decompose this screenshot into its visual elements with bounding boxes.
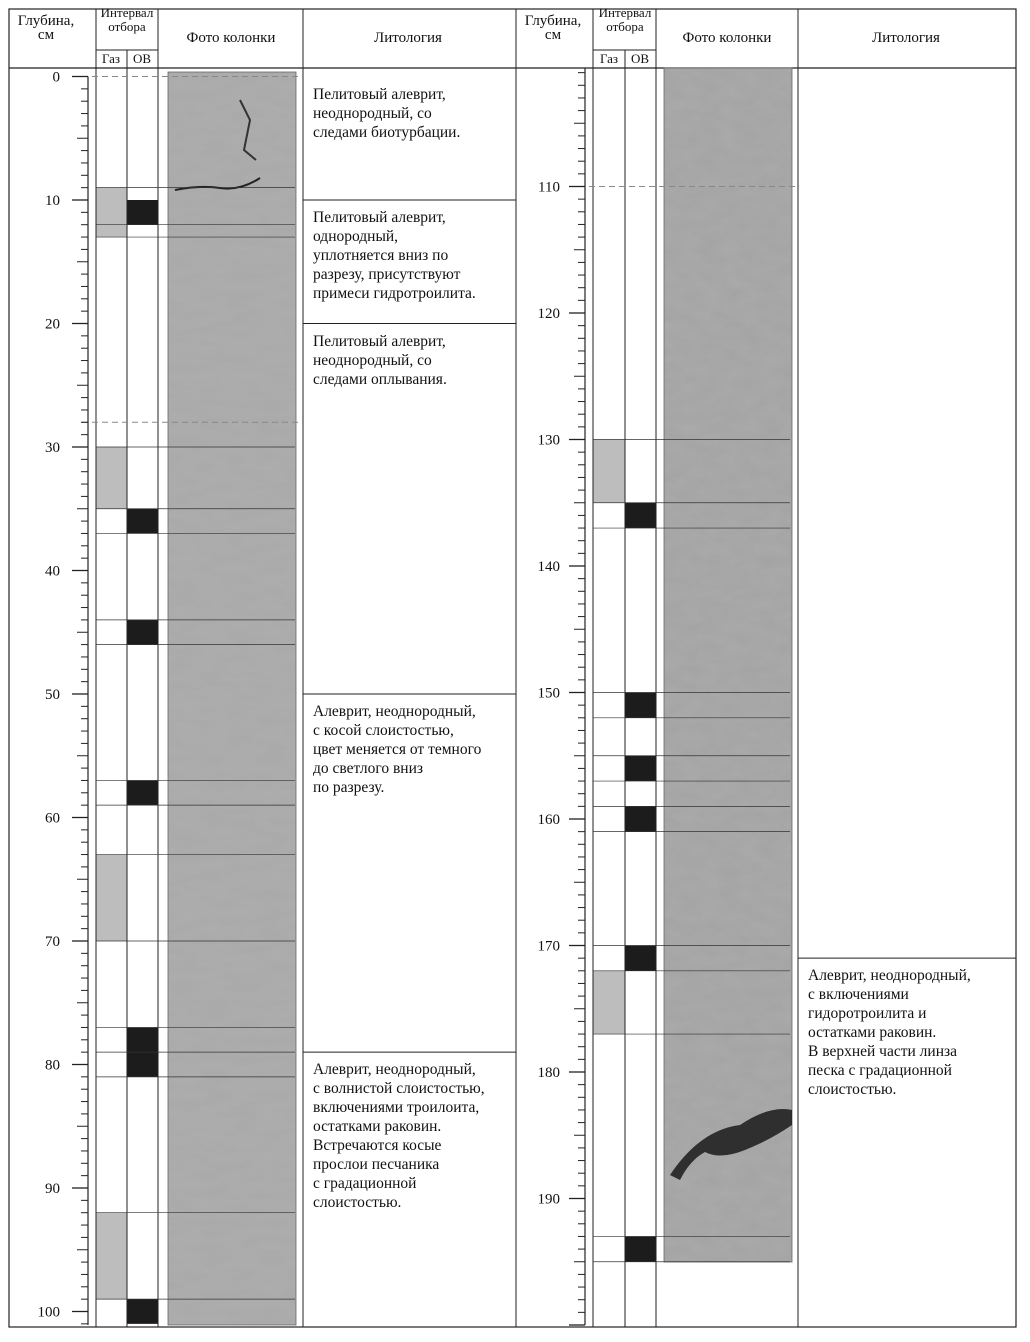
header-lithology: Литология [374, 30, 442, 46]
gas-sample-interval [97, 188, 127, 237]
ov-sample-interval [626, 946, 656, 971]
ov-sample-interval [128, 1299, 158, 1324]
depth-label: 110 [538, 179, 560, 196]
depth-label: 0 [52, 69, 60, 86]
gas-sample-interval [97, 447, 127, 509]
header-depth: Глубина, см [17, 13, 75, 43]
core-photo-right [664, 68, 792, 1262]
depth-label: 40 [45, 563, 60, 580]
depth-label: 160 [537, 812, 560, 828]
header-gas-right: Газ [599, 51, 619, 66]
header-depth-right: Глубина, см [524, 13, 582, 43]
depth-label: 10 [45, 193, 60, 209]
lithology-description: Пелитовый алеврит, неоднородный, со следами оплывания. [313, 332, 447, 388]
ov-sample-interval [128, 780, 158, 805]
depth-label: 70 [45, 934, 60, 950]
ov-sample-interval [626, 1236, 656, 1261]
left-panel-header [18, 5, 442, 66]
header-photo: Фото колонки [186, 30, 276, 46]
lithology-description: Алеврит, неоднородный, с косой слоистостью, цвет меняется от темного до светлого вниз по разрезу. [313, 703, 482, 796]
lithology-description: Пелитовый алеврит, неоднородный, со следами биотурбации. [313, 85, 461, 141]
depth-label: 50 [45, 687, 60, 703]
figure-frame [9, 9, 1016, 1327]
right-panel-header [525, 5, 940, 66]
gas-sample-interval [97, 855, 127, 941]
ov-sample-interval [626, 693, 656, 718]
gas-sample-interval [97, 1213, 127, 1299]
ov-sample-interval [626, 756, 656, 781]
ov-sample-interval [626, 806, 656, 831]
lithology-description: Пелитовый алеврит, однородный, уплотняется вниз по разрезу, присутствуют примеси гидротроилита. [313, 209, 476, 302]
depth-label: 170 [537, 938, 560, 955]
gas-sample-interval [594, 440, 625, 503]
depth-label: 30 [45, 440, 60, 456]
lithology-description: Алеврит, неоднородный, с волнистой слоистостью, включениями троилоита, остатками раковин. Встречаются косые прослои песчаника с градационной слоистостью. [313, 1061, 485, 1212]
depth-label: 100 [37, 1304, 60, 1321]
ov-sample-interval [128, 509, 158, 534]
header-ov: ОВ [132, 51, 152, 66]
header-interval-right: Интервал отбора [598, 5, 652, 34]
depth-label: 90 [45, 1181, 60, 1197]
header-lithology-right: Литология [872, 30, 940, 46]
header-photo-right: Фото колонки [682, 30, 772, 46]
header-gas: Газ [101, 51, 121, 66]
ov-sample-interval [626, 503, 656, 528]
depth-label: 190 [537, 1191, 560, 1208]
depth-label: 140 [537, 559, 560, 575]
depth-label: 60 [45, 810, 60, 827]
depth-label: 180 [537, 1065, 560, 1081]
depth-label: 130 [537, 432, 560, 449]
depth-label: 120 [537, 306, 560, 322]
ov-sample-interval [128, 200, 158, 225]
depth-label: 150 [537, 685, 560, 702]
depth-label: 20 [45, 316, 60, 333]
ov-sample-interval [128, 620, 158, 645]
header-ov-right: ОВ [630, 51, 650, 66]
core-photo-left [168, 72, 296, 1325]
header-interval: Интервал отбора [100, 5, 154, 34]
depth-label: 80 [45, 1057, 60, 1074]
gas-sample-interval [594, 971, 625, 1034]
lithology-description: Алеврит, неоднородный, с включениями гидоротроилита и остатками раковин. В верхней части линза песка с градационной слоистостью. [808, 967, 971, 1099]
